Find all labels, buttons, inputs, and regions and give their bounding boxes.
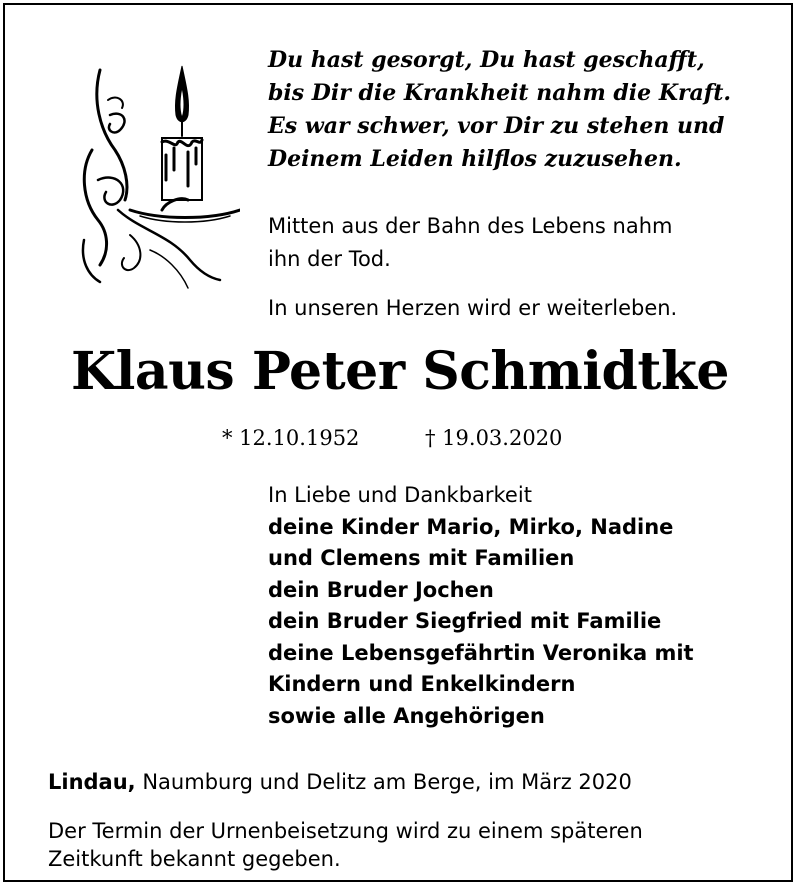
place-date-line (48, 767, 768, 797)
death-date: † 19.03.2020 (425, 426, 563, 450)
place-town: Lindau, (48, 770, 136, 794)
deceased-name: Klaus Peter Schmidtke (70, 341, 729, 402)
mourner-line: und Clemens mit Familien (268, 546, 575, 570)
funeral-note (48, 817, 778, 873)
mourner-line: sowie alle Angehörigen (268, 703, 545, 728)
quote-line: Mitten aus der Bahn des Lebens nahm (268, 214, 673, 238)
poem-line: Du hast gesorgt, Du hast geschafft, (268, 47, 705, 73)
place-rest: Naumburg und Delitz am Berge, im März 2020 (135, 770, 632, 794)
quote-line: ihn der Tod. (268, 247, 391, 271)
quote-block (268, 210, 768, 276)
mourner-line: deine Kinder Mario, Mirko, Nadine (268, 514, 674, 539)
quote-line: In unseren Herzen wird er weiterleben. (268, 296, 678, 320)
note-line: Der Termin der Urnenbeisetzung wird zu einem späteren (48, 819, 643, 843)
mourner-line: deine Lebensgefährtin Veronika mit (268, 640, 694, 665)
poem-line: Es war schwer, vor Dir zu stehen und (268, 113, 725, 139)
birth-date: * 12.10.1952 (222, 426, 360, 450)
mourner-line: Kindern und Enkelkindern (268, 672, 576, 696)
note-line: Zeitkunft bekannt gegeben. (48, 847, 341, 871)
candle-ornament-icon (70, 60, 240, 290)
mourner-line: dein Bruder Jochen (268, 577, 494, 602)
poem-line: bis Dir die Krankheit nahm die Kraft. (268, 80, 732, 106)
quote-block (268, 292, 768, 325)
poem-line: Deinem Leiden hilflos zuzusehen. (268, 146, 682, 172)
mourners-intro: In Liebe und Dankbarkeit (268, 483, 532, 507)
poem (268, 44, 768, 176)
mourners-list (268, 480, 778, 732)
mourner-line: dein Bruder Siegfried mit Familie (268, 609, 662, 633)
